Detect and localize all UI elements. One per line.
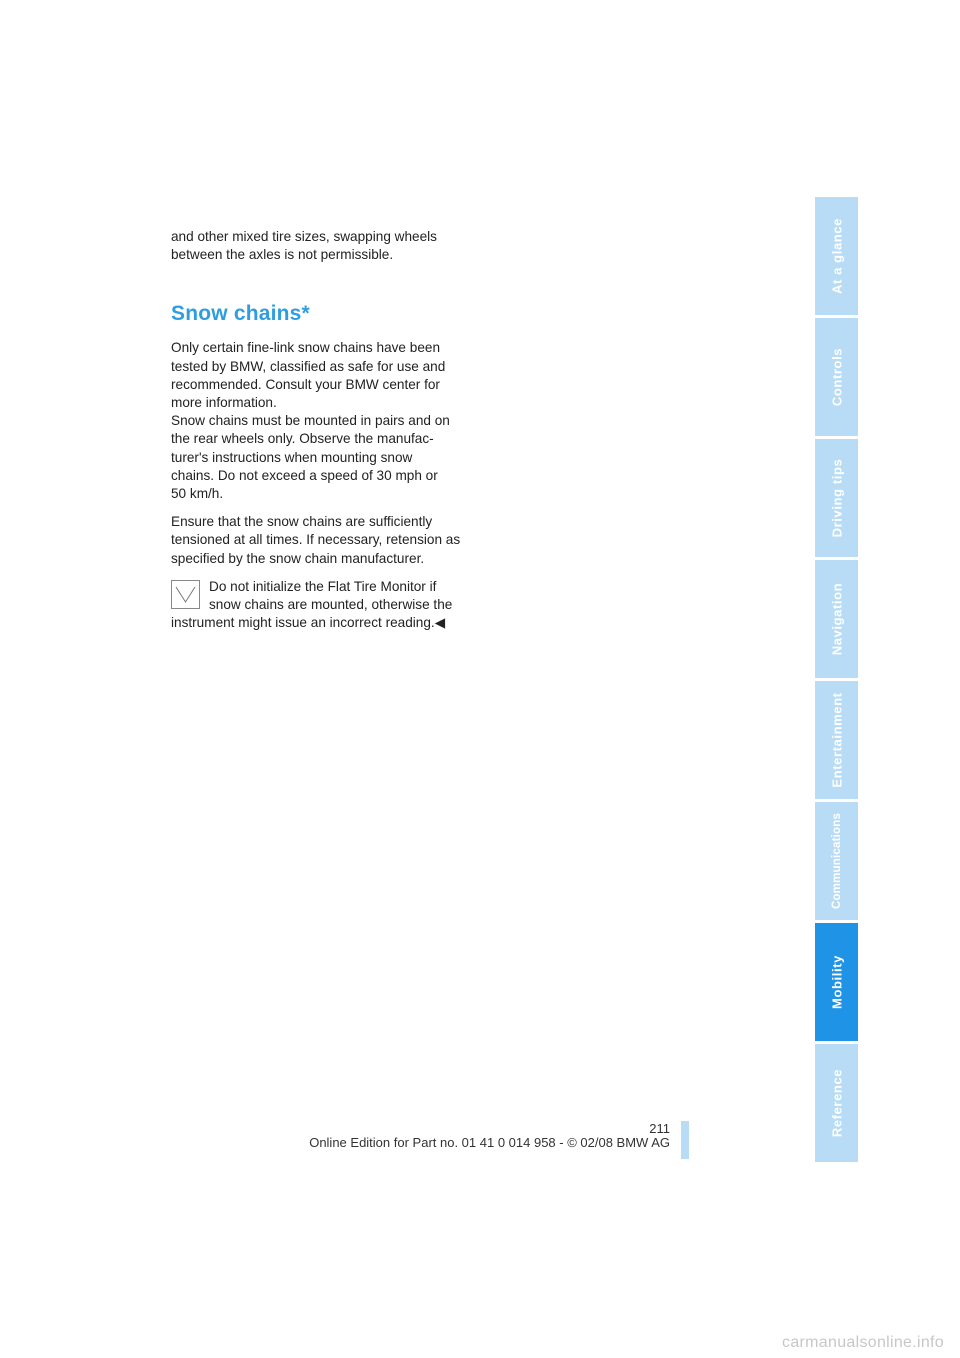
caution-triangle-icon bbox=[171, 580, 200, 609]
tab-label: Driving tips bbox=[829, 458, 844, 538]
note-line: Do not initialize the Flat Tire Monitor if bbox=[209, 578, 437, 594]
text-line: Ensure that the snow chains are sufficiently bbox=[171, 514, 433, 530]
note-line: snow chains are mounted, otherwise the bbox=[209, 597, 453, 613]
tab-label: Navigation bbox=[829, 582, 844, 656]
tab-label: Mobility bbox=[829, 955, 844, 1009]
chapter-tabs bbox=[815, 197, 858, 1165]
text-line: and other mixed tire sizes, swapping wheels bbox=[171, 229, 437, 244]
footer-marker-bar bbox=[681, 1121, 689, 1159]
tab-driving-tips[interactable] bbox=[815, 439, 858, 557]
text-line: tensioned at all times. If necessary, retension as bbox=[171, 532, 461, 548]
tab-label: At a glance bbox=[829, 218, 844, 294]
text-line: 50 km/h. bbox=[171, 486, 224, 502]
text-line: more information. bbox=[171, 395, 277, 411]
tab-mobility[interactable] bbox=[815, 923, 858, 1041]
page-content bbox=[171, 228, 471, 632]
tab-label: Controls bbox=[829, 347, 844, 407]
note-line: instrument might issue an incorrect reading.◀ bbox=[171, 615, 446, 631]
section-heading: Snow chains* bbox=[171, 302, 310, 326]
snow-chains-paragraph bbox=[171, 339, 471, 503]
footer-edition-text: Online Edition for Part no. 01 41 0 014 958 - © 02/08 BMW AG bbox=[309, 1135, 670, 1150]
tab-label: Entertainment bbox=[829, 692, 844, 788]
text-line: turer's instructions when mounting snow bbox=[171, 449, 413, 465]
intro-paragraph bbox=[171, 228, 471, 264]
tab-navigation[interactable] bbox=[815, 560, 858, 678]
text-line: chains. Do not exceed a speed of 30 mph or bbox=[171, 467, 438, 483]
tab-at-a-glance[interactable] bbox=[815, 197, 858, 315]
tab-entertainment[interactable] bbox=[815, 681, 858, 799]
tab-reference[interactable] bbox=[815, 1044, 858, 1162]
text-line: specified by the snow chain manufacturer. bbox=[171, 550, 425, 566]
tab-communications[interactable] bbox=[815, 802, 858, 920]
tab-label: Communications bbox=[830, 812, 843, 910]
text-line: between the axles is not permissible. bbox=[171, 247, 394, 263]
text-line: Snow chains must be mounted in pairs and on bbox=[171, 413, 450, 429]
tab-controls[interactable] bbox=[815, 318, 858, 436]
text-line: tested by BMW, classified as safe for use and bbox=[171, 358, 446, 374]
watermark: carmanualsonline.info bbox=[782, 1334, 944, 1351]
page-number: 211 bbox=[649, 1121, 670, 1136]
tension-paragraph bbox=[171, 513, 471, 568]
text-line: recommended. Consult your BMW center for bbox=[171, 376, 440, 392]
text-line: Only certain fine-link snow chains have been bbox=[171, 340, 441, 356]
caution-note bbox=[171, 578, 471, 633]
text-line: the rear wheels only. Observe the manufac- bbox=[171, 431, 434, 447]
tab-label: Reference bbox=[829, 1068, 844, 1138]
